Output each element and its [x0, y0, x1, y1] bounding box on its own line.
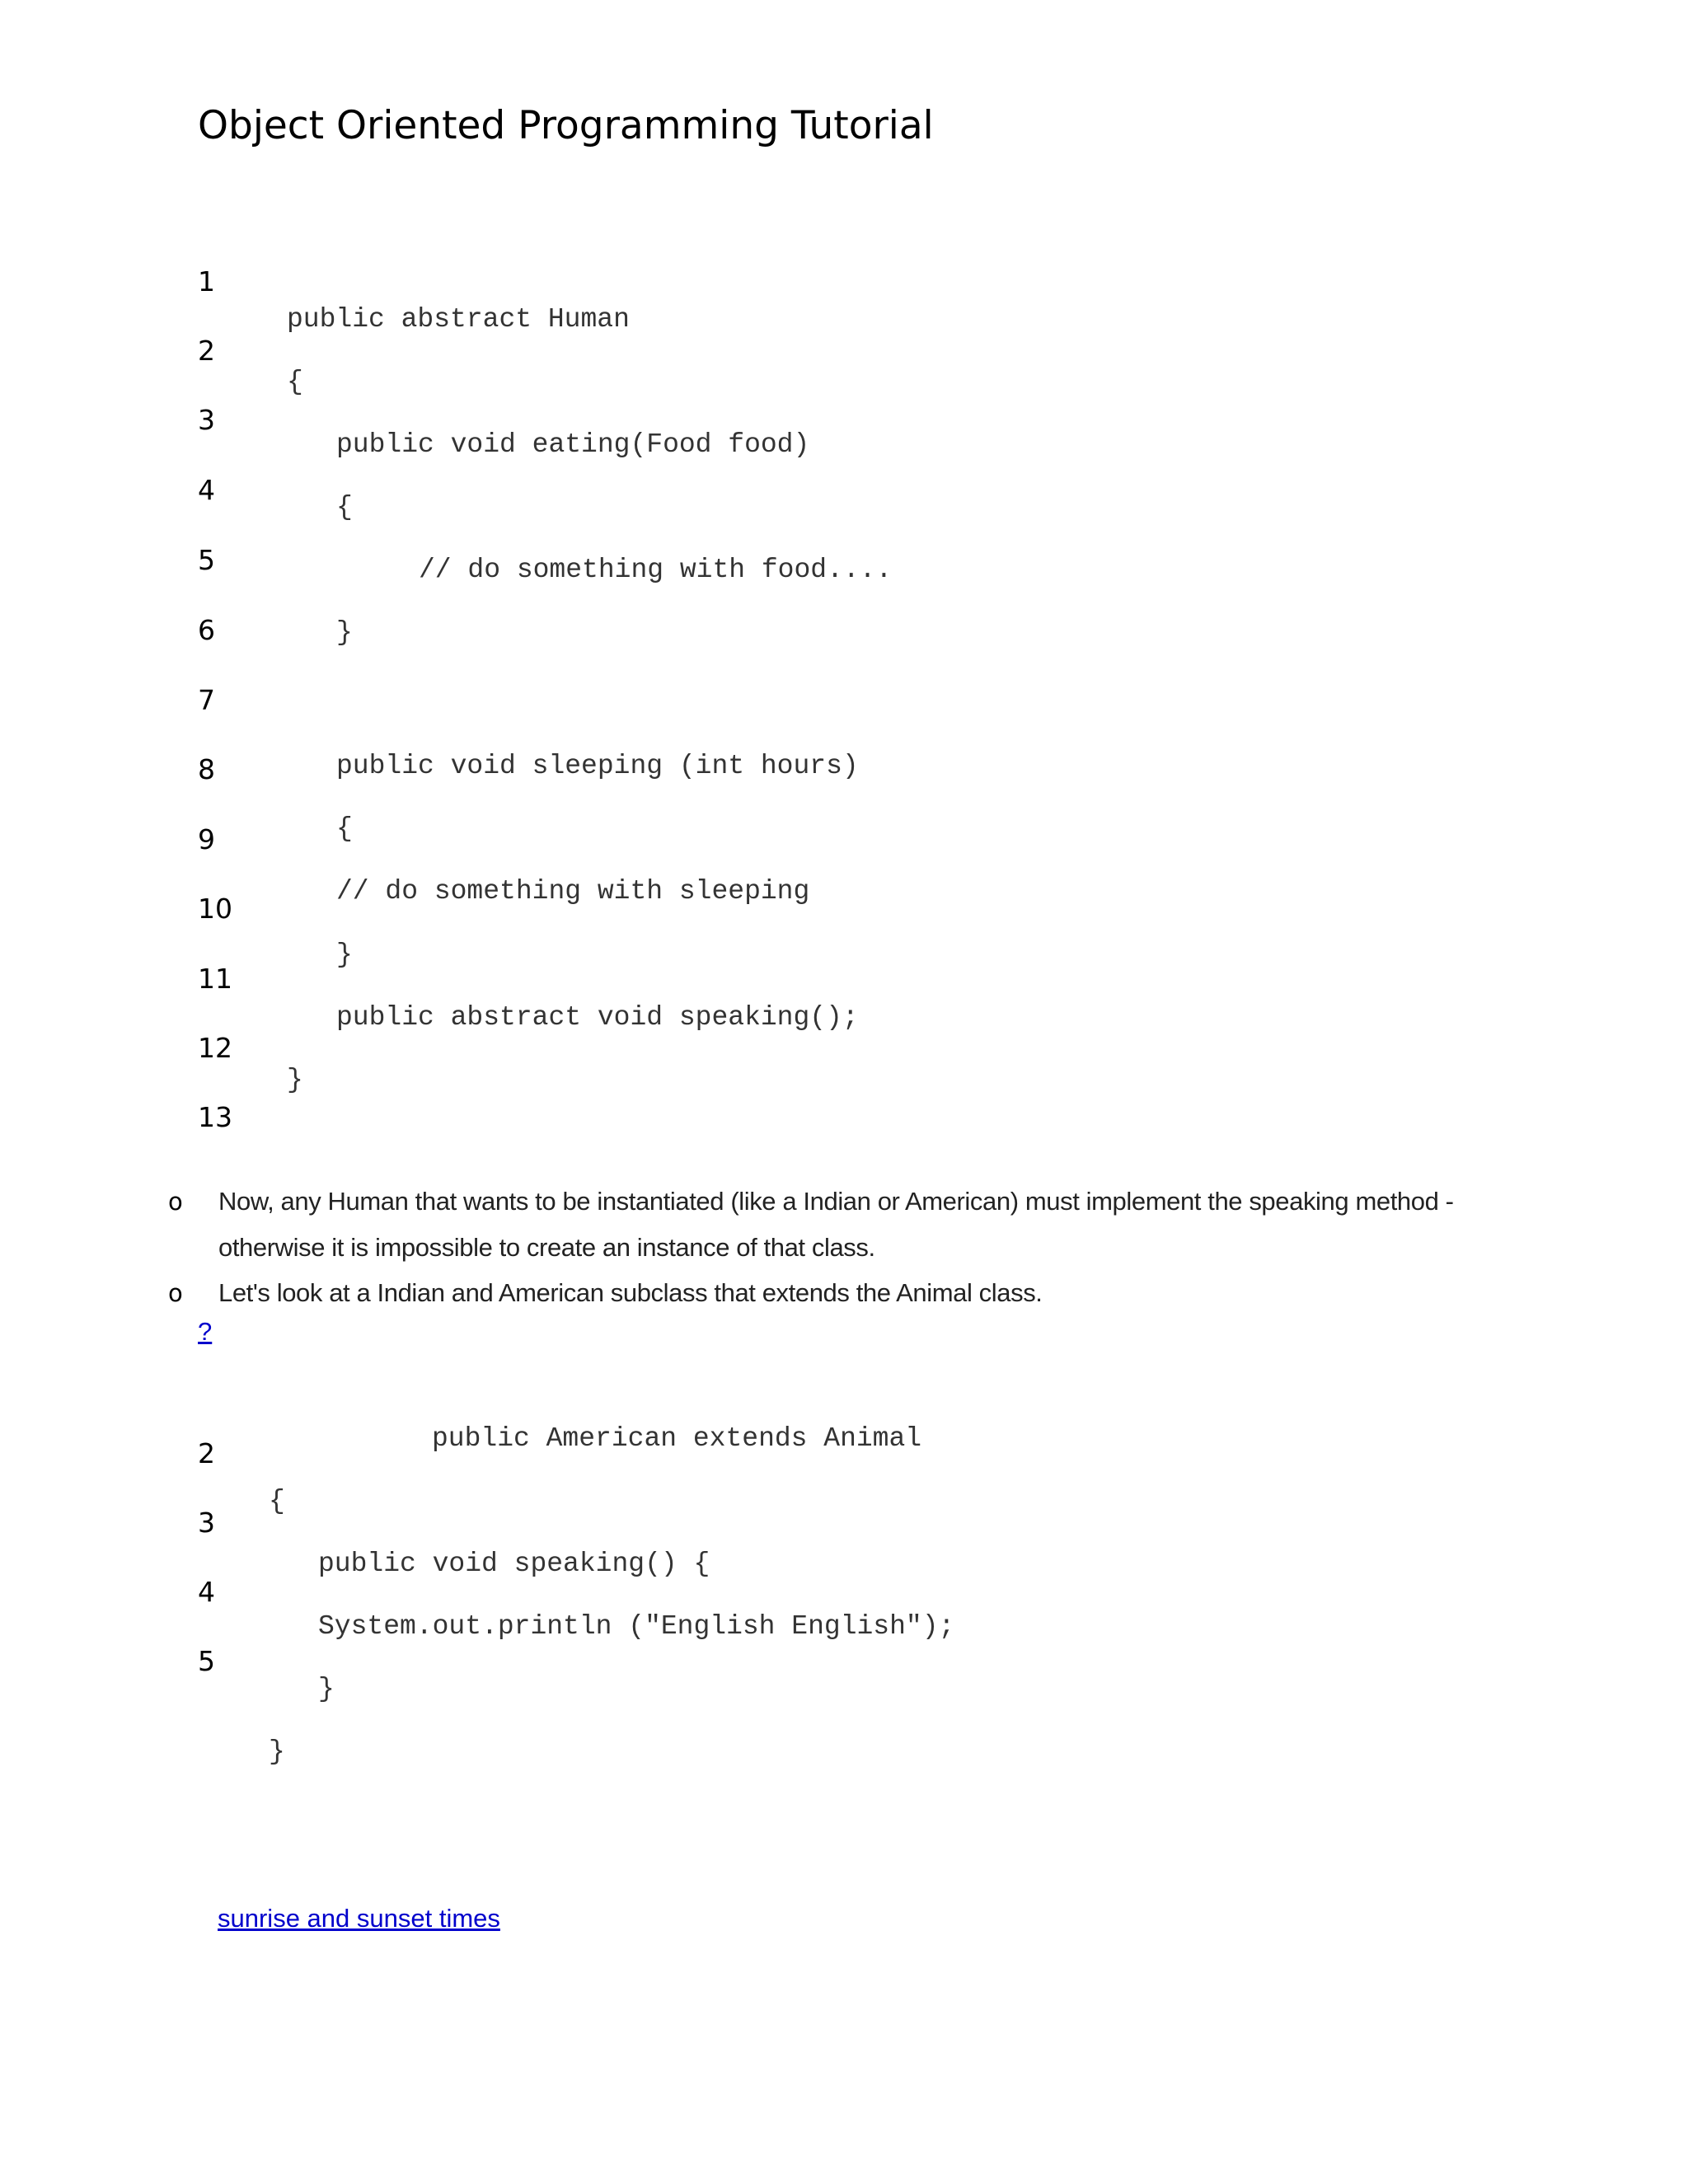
line-number: 7 — [198, 684, 215, 716]
code-line: } — [336, 617, 353, 648]
code-line: { — [287, 367, 303, 397]
bullet-text: Let's look at a Indian and American subclass that extends the Animal class. — [218, 1278, 1043, 1307]
code-line: } — [287, 1065, 303, 1095]
bullet-text: otherwise it is impossible to create an instance of that class. — [218, 1233, 875, 1262]
code-line: // do something with food.... — [419, 555, 893, 585]
code-line: public abstract void speaking(); — [336, 1002, 859, 1033]
code-line: } — [269, 1736, 285, 1767]
line-number: 4 — [198, 474, 215, 506]
line-number: 9 — [198, 823, 215, 855]
code-line: { — [336, 492, 353, 523]
line-number: 2 — [198, 1437, 215, 1469]
question-link[interactable]: ? — [198, 1317, 213, 1346]
line-number: 10 — [198, 893, 232, 925]
line-number: 1 — [198, 265, 215, 298]
bullet-marker: o — [168, 1188, 183, 1216]
bullet-text: Now, any Human that wants to be instantiated (like a Indian or American) must implement the speaking method - — [218, 1187, 1454, 1216]
code-line: } — [318, 1674, 335, 1704]
line-number: 13 — [198, 1101, 232, 1133]
code-line: public void eating(Food food) — [336, 429, 810, 460]
bullet-marker: o — [168, 1279, 183, 1307]
line-number: 11 — [198, 963, 232, 995]
code-line: public American extends Animal — [432, 1423, 922, 1454]
line-number: 5 — [198, 1645, 215, 1677]
code-line: public void speaking() { — [318, 1549, 710, 1579]
line-number: 3 — [198, 404, 215, 436]
code-line: System.out.println ("English English"); — [318, 1611, 955, 1642]
line-number: 5 — [198, 544, 215, 576]
code-line: { — [336, 813, 353, 844]
line-number: 8 — [198, 753, 215, 785]
code-line: public void sleeping (int hours) — [336, 751, 859, 781]
code-line: { — [269, 1486, 285, 1516]
line-number: 12 — [198, 1032, 232, 1064]
code-line: public abstract Human — [287, 304, 630, 335]
line-number: 2 — [198, 335, 215, 367]
page-title: Object Oriented Programming Tutorial — [198, 103, 934, 148]
code-line: // do something with sleeping — [336, 876, 810, 907]
code-line: } — [336, 940, 353, 970]
line-number: 3 — [198, 1507, 215, 1539]
line-number: 4 — [198, 1576, 215, 1608]
sunrise-sunset-link[interactable]: sunrise and sunset times — [218, 1904, 500, 1933]
line-number: 6 — [198, 614, 215, 646]
